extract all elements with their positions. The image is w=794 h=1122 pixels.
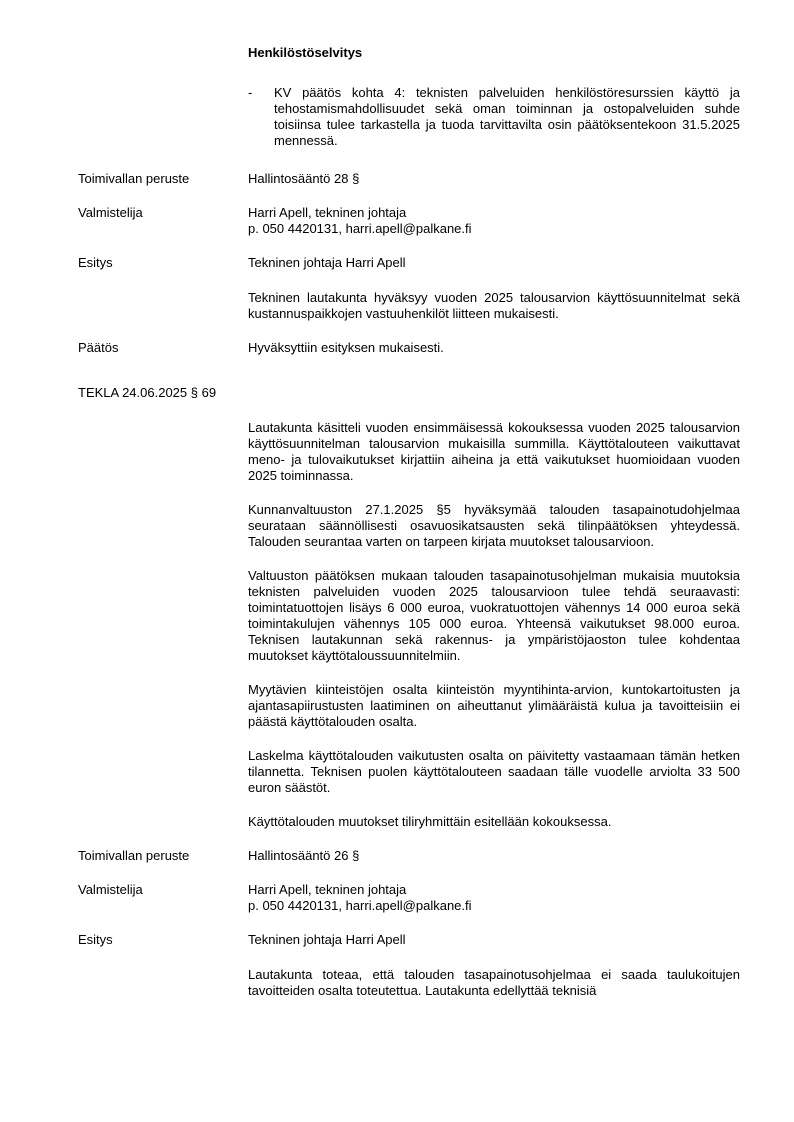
valmistelija-name-line: Harri Apell, tekninen johtaja	[248, 882, 407, 897]
field-row-esitys-2	[78, 932, 740, 948]
field-row-paatos-1	[78, 340, 740, 356]
field-value-valmistelija	[248, 882, 740, 914]
field-label-valmistelija: Valmistelija	[78, 882, 143, 897]
field-label-esitys: Esitys	[78, 255, 113, 270]
bullet-marker: -	[248, 85, 253, 100]
field-label-paatos: Päätös	[78, 340, 119, 355]
field-value-toimivallan-peruste: Hallintosääntö 28 §	[248, 171, 360, 186]
field-row-toimivallan-peruste-1	[78, 171, 740, 187]
body-paragraph-5: Laskelma käyttötalouden vaikutusten osalta on päivitetty vastaamaan tämän hetken tilannetta. Teknisen puolen käyttötalouteen saadaan tälle vuodelle arviolta 33 500 euron säästöt.	[248, 748, 740, 795]
body-paragraph-3: Valtuuston päätöksen mukaan talouden tasapainotusohjelman mukaisia muutoksia teknisten palveluiden vuoden 2025 talousarvioon tulee tehdä seuraavasti: toimintatuottojen lisäys 6 000 euroa, vuokratuottojen vähennys 14 000 euroa sekä toimintakulujen vähennys 105 000 euroa. Yhteensä vaikutukset 98.000 euroa. Teknisen lautakunnan sekä rakennus- ja ympäristöjaoston tulee kohdentaa muutokset käyttötaloussuunnitelmiin.	[248, 568, 740, 663]
valmistelija-contact-line: p. 050 4420131, harri.apell@palkane.fi	[248, 221, 472, 236]
esitys-paragraph-2: Lautakunta toteaa, että talouden tasapainotusohjelmaa ei saada taulukoitujen tavoitteiden osalta toteutettua. Lautakunta edellyttää teknisiä	[248, 967, 740, 998]
field-row-esitys-1	[78, 255, 740, 271]
esitys-paragraph-1: Tekninen lautakunta hyväksyy vuoden 2025 talousarvion käyttösuunnitelmat sekä kustannuspaikkojen vastuuhenkilöt liitteen mukaisesti.	[248, 290, 740, 321]
field-label-toimivallan-peruste: Toimivallan peruste	[78, 171, 190, 186]
field-row-valmistelija-1	[78, 205, 740, 237]
field-row-toimivallan-peruste-2	[78, 848, 740, 864]
body-paragraph-6: Käyttötalouden muutokset tiliryhmittäin esitellään kokouksessa.	[248, 814, 612, 829]
field-label-valmistelija: Valmistelija	[78, 205, 143, 220]
body-paragraph-2: Kunnanvaltuuston 27.1.2025 §5 hyväksymää talouden tasapainotudohjelmaa seurataan säännöllisesti osavuosikatsausten sekä tilinpäätöksen yhteydessä. Talouden seurantaa varten on tarpeen kirjata muutokset talousarvioon.	[248, 502, 740, 549]
section-heading-tekla: TEKLA 24.06.2025 § 69	[78, 385, 217, 400]
body-paragraph-1: Lautakunta käsitteli vuoden ensimmäisessä kokouksessa vuoden 2025 talousarvion käyttösuunnitelman talousarvion mukaisilla summilla. Käyttötalouteen vaikuttavat meno- ja tulovaikutukset kirjattiin aiheina ja että vaikutukset huomioidaan vuoden 2025 toiminnassa.	[248, 420, 740, 483]
field-value-paatos: Hyväksyttiin esityksen mukaisesti.	[248, 340, 444, 355]
field-label-esitys: Esitys	[78, 932, 113, 947]
field-value-esitys: Tekninen johtaja Harri Apell	[248, 932, 406, 947]
field-label-toimivallan-peruste: Toimivallan peruste	[78, 848, 190, 863]
valmistelija-name-line: Harri Apell, tekninen johtaja	[248, 205, 407, 220]
valmistelija-contact-line: p. 050 4420131, harri.apell@palkane.fi	[248, 898, 472, 913]
field-row-valmistelija-2	[78, 882, 740, 914]
bullet-item	[248, 85, 740, 149]
body-paragraph-4: Myytävien kiinteistöjen osalta kiinteistön myyntihinta-arvion, kuntokartoitusten ja ajantasapiirustusten laatiminen on aiheuttanut ylimääräistä kulua ja tavoitteisiin ei päästä käyttötalouden osalta.	[248, 682, 740, 729]
document-title: Henkilöstöselvitys	[248, 45, 363, 60]
bullet-text: KV päätös kohta 4: teknisten palveluiden henkilöstöresurssien käyttö ja tehostamismahdollisuudet sekä oman toiminnan ja ostopalveluiden suhde toisiinsa tulee tarkastella ja tuoda tarvittavilta osin päätöksentekoon 31.5.2025 mennessä.	[274, 85, 740, 148]
field-value-toimivallan-peruste: Hallintosääntö 26 §	[248, 848, 360, 863]
field-value-valmistelija	[248, 205, 740, 237]
field-value-esitys: Tekninen johtaja Harri Apell	[248, 255, 406, 270]
